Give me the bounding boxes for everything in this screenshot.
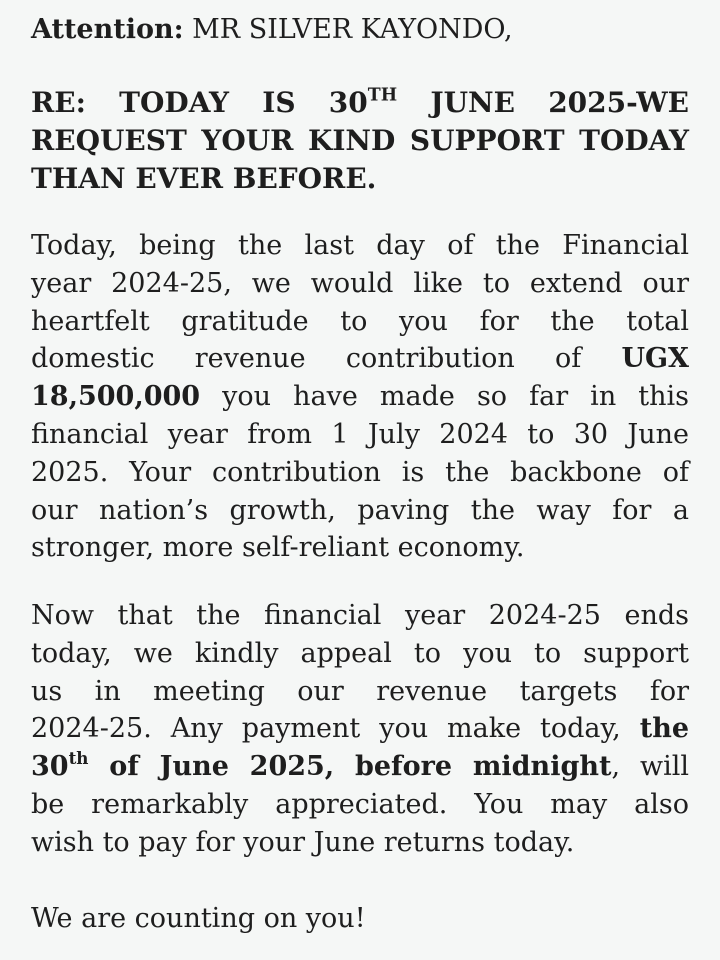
deadline-text: of June 2025, before midnight: [109, 751, 612, 783]
paragraph1-line-8: our nation’s growth, paving the way for a: [31, 494, 689, 526]
deadline-emphasis: [31, 748, 612, 783]
subject-heading: [31, 84, 689, 198]
attention-line: [31, 12, 513, 48]
paragraph1-line-6: financial year from 1 July 2024 to 30 June: [31, 418, 689, 450]
paragraph2-line-6: be remarkably appreciated. You may also: [31, 788, 689, 820]
paragraph1-line-3: heartfelt gratitude to you for the total: [31, 305, 689, 337]
deadline-day-superscript: th: [68, 748, 89, 769]
paragraph-appeal: [31, 597, 689, 862]
subject-superscript: TH: [367, 85, 398, 106]
paragraph1-line-4-text: domestic revenue contribution of: [31, 343, 582, 375]
paragraph1-line-2: year 2024-25, we would like to extend our: [31, 267, 689, 299]
paragraph-gratitude: [31, 227, 689, 567]
paragraph2-line-4: [31, 710, 689, 748]
attention-label: Attention:: [31, 14, 184, 45]
paragraph1-line-5: [31, 378, 689, 416]
paragraph1-line-4: [31, 340, 689, 378]
closing-line: We are counting on you!: [31, 903, 366, 934]
deadline-day: 30: [31, 751, 69, 783]
paragraph2-line-3: us in meeting our revenue targets for: [31, 675, 689, 707]
subject-line-1-text: RE: TODAY IS 30: [31, 86, 368, 119]
subject-line-3: THAN EVER BEFORE.: [31, 162, 377, 195]
currency-label: UGX: [621, 343, 689, 375]
paragraph2-line-2: today, we kindly appeal to you to support: [31, 637, 689, 669]
paragraph2-line-1: Now that the financial year 2024-25 ends: [31, 600, 689, 631]
paragraph1-line-7: 2025. Your contribution is the backbone of: [31, 456, 689, 488]
subject-line-1-rest: JUNE 2025-WE: [430, 86, 690, 119]
subject-line-2: REQUEST YOUR KIND SUPPORT TODAY: [31, 124, 689, 157]
subject-line-1: [31, 84, 689, 122]
recipient-name: MR SILVER KAYONDO,: [192, 14, 513, 45]
paragraph1-line-1: Today, being the last day of the Financial: [31, 230, 689, 261]
paragraph2-line-5-rest: , will: [611, 751, 689, 783]
paragraph1-line-9: stronger, more self-reliant economy.: [31, 532, 525, 564]
contribution-amount: 18,500,000: [31, 381, 201, 413]
paragraph2-line-7: wish to pay for your June returns today.: [31, 826, 575, 858]
paragraph2-line-4-text: 2024-25. Any payment you make today,: [31, 713, 621, 745]
paragraph1-line-5-text: you have made so far in this: [222, 381, 690, 413]
deadline-emphasis-start: the: [639, 713, 689, 745]
closing-block: [31, 900, 689, 938]
paragraph2-line-5: [31, 748, 689, 786]
